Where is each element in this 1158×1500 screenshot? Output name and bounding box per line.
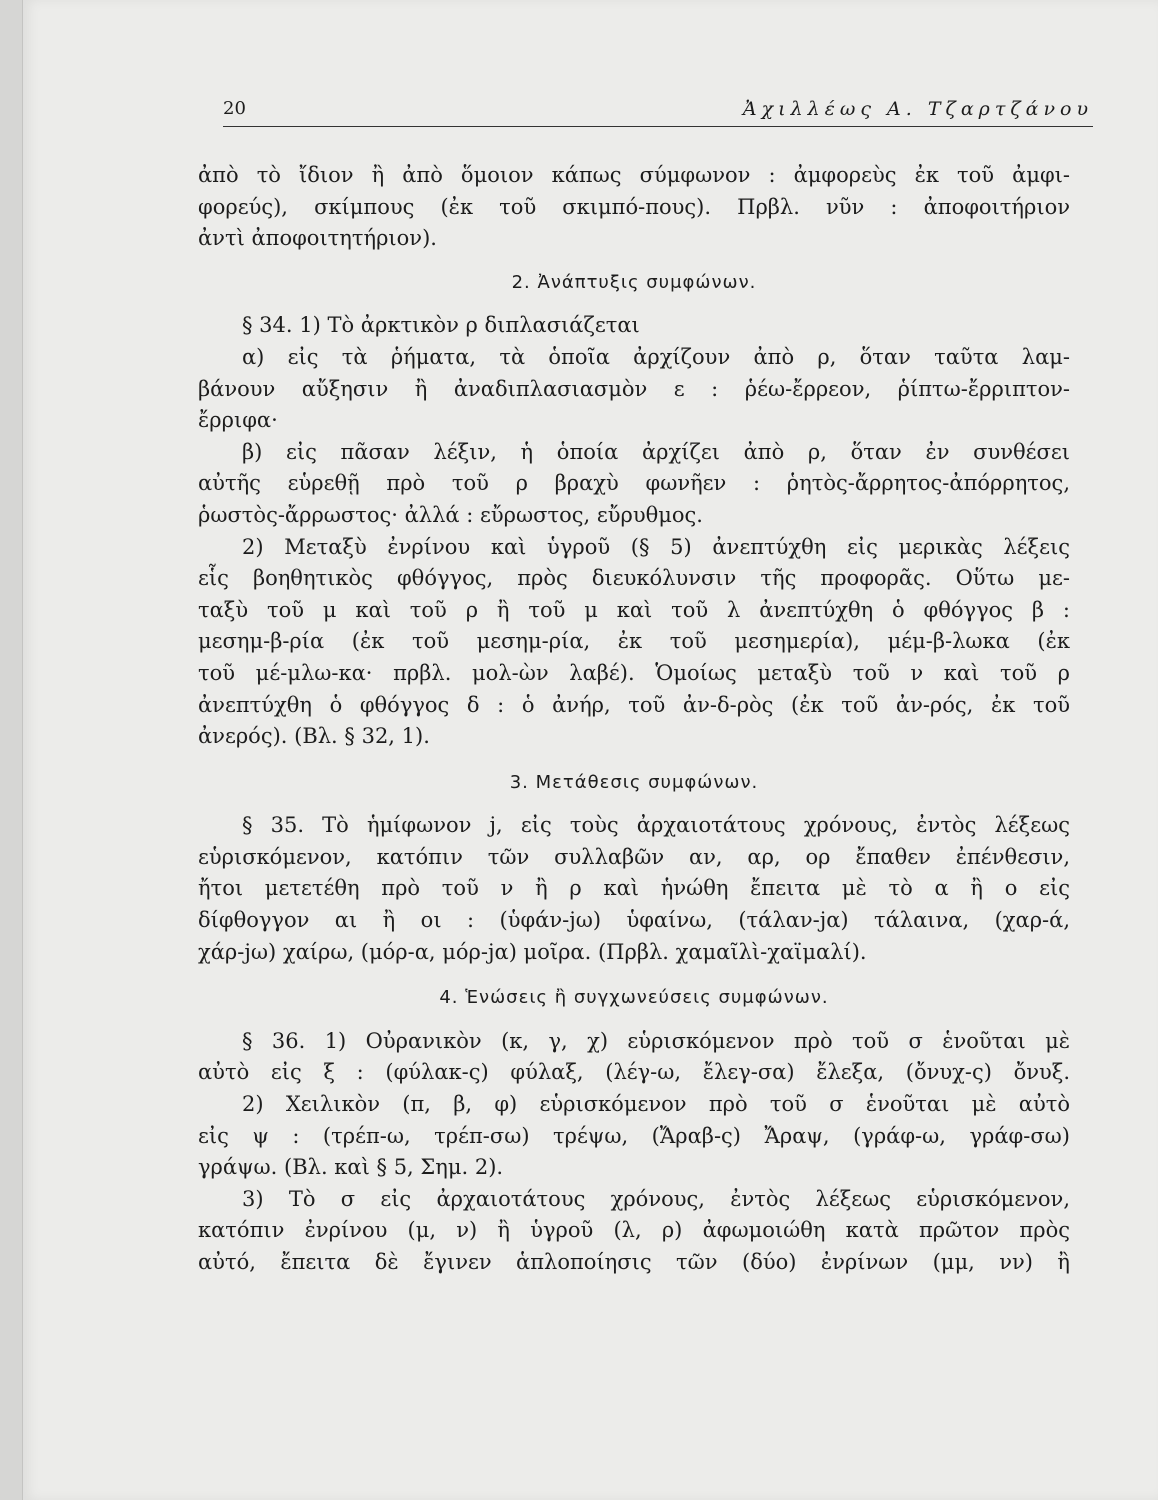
page-number: 20 (223, 98, 246, 119)
text-line: ἔρριφα· (198, 408, 278, 433)
text-line: α) εἰς τὰ ῥήματα, τὰ ὁποῖα ἀρχίζουν ἀπὸ ρ, ὅταν ταῦτα λαμ- (242, 344, 1070, 369)
text-line: β) εἰς πᾶσαν λέξιν, ἡ ὁποία ἀρχίζει ἀπὸ ρ, ὅταν ἐν συνθέσει (242, 439, 1070, 464)
text-line: εἷς βοηθητικὸς φθόγγος, πρὸς διευκόλυνσιν τῆς προφορᾶς. Οὕτω με- (198, 566, 1070, 591)
text-line: φορεύς), σκίμπους (ἐκ τοῦ σκιμπό-πους). Πρβλ. νῦν : ἀποφοιτήριον (198, 194, 1070, 219)
text-line: ἀνεπτύχθη ὁ φθόγγος δ : ὁ ἀνήρ, τοῦ ἀν-δ-ρὸς (ἐκ τοῦ ἀν-ρός, ἐκ τοῦ (198, 692, 1070, 717)
text-line: 3) Τὸ σ εἰς ἀρχαιοτάτους χρόνους, ἐντὸς λέξεως εὑρισκόμενον, (242, 1186, 1070, 1211)
text-line: 2) Μεταξὺ ἐνρίνου καὶ ὑγροῦ (§ 5) ἀνεπτύχθη εἰς μερικὰς λέξεις (242, 534, 1070, 559)
text-line: ἤτοι μετετέθη πρὸ τοῦ ν ἢ ρ καὶ ἡνώθη ἔπειτα μὲ τὸ α ἢ ο εἰς (198, 876, 1070, 901)
text-line: τοῦ μέ-μλω-κα· πρβλ. μολ-ὼν λαβέ). Ὁμοίως μεταξὺ τοῦ ν καὶ τοῦ ρ (198, 660, 1070, 685)
text-line: αὐτῆς εὑρεθῇ πρὸ τοῦ ρ βραχὺ φωνῆεν : ῥητὸς-ἄρρητος-ἀπόρρητος, (198, 471, 1070, 496)
text-line: ῥωστὸς-ἄρρωστος· ἀλλά : εὔρωστος, εὔρυθμος. (198, 502, 703, 527)
text-line: εἰς ψ : (τρέπ-ω, τρέπ-σω) τρέψω, (Ἄραβ-ς) Ἄραψ, (γράφ-ω, γράφ-σω) (198, 1123, 1070, 1148)
section-heading: 4. Ἑνώσεις ἢ συγχωνεύσεις συμφώνων. (439, 987, 829, 1009)
text-line: κατόπιν ἐνρίνου (μ, ν) ἢ ὑγροῦ (λ, ρ) ἀφωμοιώθη κατὰ πρῶτον πρὸς (198, 1218, 1070, 1243)
paragraph-34-start: § 34. 1) Τὸ ἀρκτικὸν ρ διπλασιάζεται (242, 313, 640, 338)
text-line: εὑρισκόμενον, κατόπιν τῶν συλλαβῶν αν, αρ, ορ ἔπαθεν ἐπένθεσιν, (198, 844, 1070, 869)
paragraph-35-start: § 35. Τὸ ἡμίφωνον j, εἰς τοὺς ἀρχαιοτάτους χρόνους, ἐντὸς λέξεως (242, 813, 1070, 838)
text-line: 2) Χειλικὸν (π, β, φ) εὑρισκόμενον πρὸ τοῦ σ ἑνοῦται μὲ αὐτὸ (242, 1092, 1070, 1117)
text-line: αὐτό, ἔπειτα δὲ ἔγινεν ἁπλοποίησις τῶν (δύο) ἐνρίνων (μμ, νν) ἢ (198, 1250, 1070, 1274)
page-header (223, 96, 1093, 127)
running-head-author: Ἀχιλλέως Α. Τζαρτζάνου (742, 98, 1093, 120)
section-heading: 2. Ἀνάπτυξις συμφώνων. (511, 271, 757, 293)
text-line: δίφθογγον αι ἢ οι : (ὑφάν-jω) ὑφαίνω, (τάλαν-jα) τάλαινα, (χαρ-ά, (198, 908, 1070, 933)
text-line: ἀπὸ τὸ ἴδιον ἢ ἀπὸ ὅμοιον κάπως σύμφωνον : ἀμφορεὺς ἐκ τοῦ ἀμφι- (198, 163, 1070, 187)
section-heading: 3. Μετάθεσις συμφώνων. (509, 771, 759, 793)
paragraph-36-start: § 36. 1) Οὐρανικὸν (κ, γ, χ) εὑρισκόμενον πρὸ τοῦ σ ἑνοῦται μὲ (242, 1028, 1070, 1053)
text-line: χάρ-jω) χαίρω, (μόρ-α, μόρ-jα) μοῖρα. (Πρβλ. χαμαῖλὶ-χαϊμαλί). (198, 939, 867, 964)
text-line: ἀντὶ ἀποφοιτητήριον). (198, 226, 437, 251)
text-line: ἀνερός). (Βλ. § 32, 1). (198, 724, 430, 749)
text-line: βάνουν αὔξησιν ἢ ἀναδιπλασιασμὸν ε : ῥέω-ἔρρεον, ῥίπτω-ἔρριπτον- (198, 376, 1070, 401)
text-line: γράψω. (Βλ. καὶ § 5, Σημ. 2). (198, 1155, 504, 1180)
text-line: αὐτὸ εἰς ξ : (φύλακ-ς) φύλαξ, (λέγ-ω, ἔλεγ-σα) ἔλεξα, (ὄνυχ-ς) ὄνυξ. (198, 1060, 1070, 1085)
text-line: μεσημ-β-ρία (ἐκ τοῦ μεσημ-ρία, ἐκ τοῦ μεσημερία), μέμ-β-λωκα (ἐκ (198, 629, 1070, 654)
text-line: ταξὺ τοῦ μ καὶ τοῦ ρ ἢ τοῦ μ καὶ τοῦ λ ἀνεπτύχθη ὁ φθόγγος β : (198, 597, 1070, 622)
main-text (198, 160, 1070, 1279)
